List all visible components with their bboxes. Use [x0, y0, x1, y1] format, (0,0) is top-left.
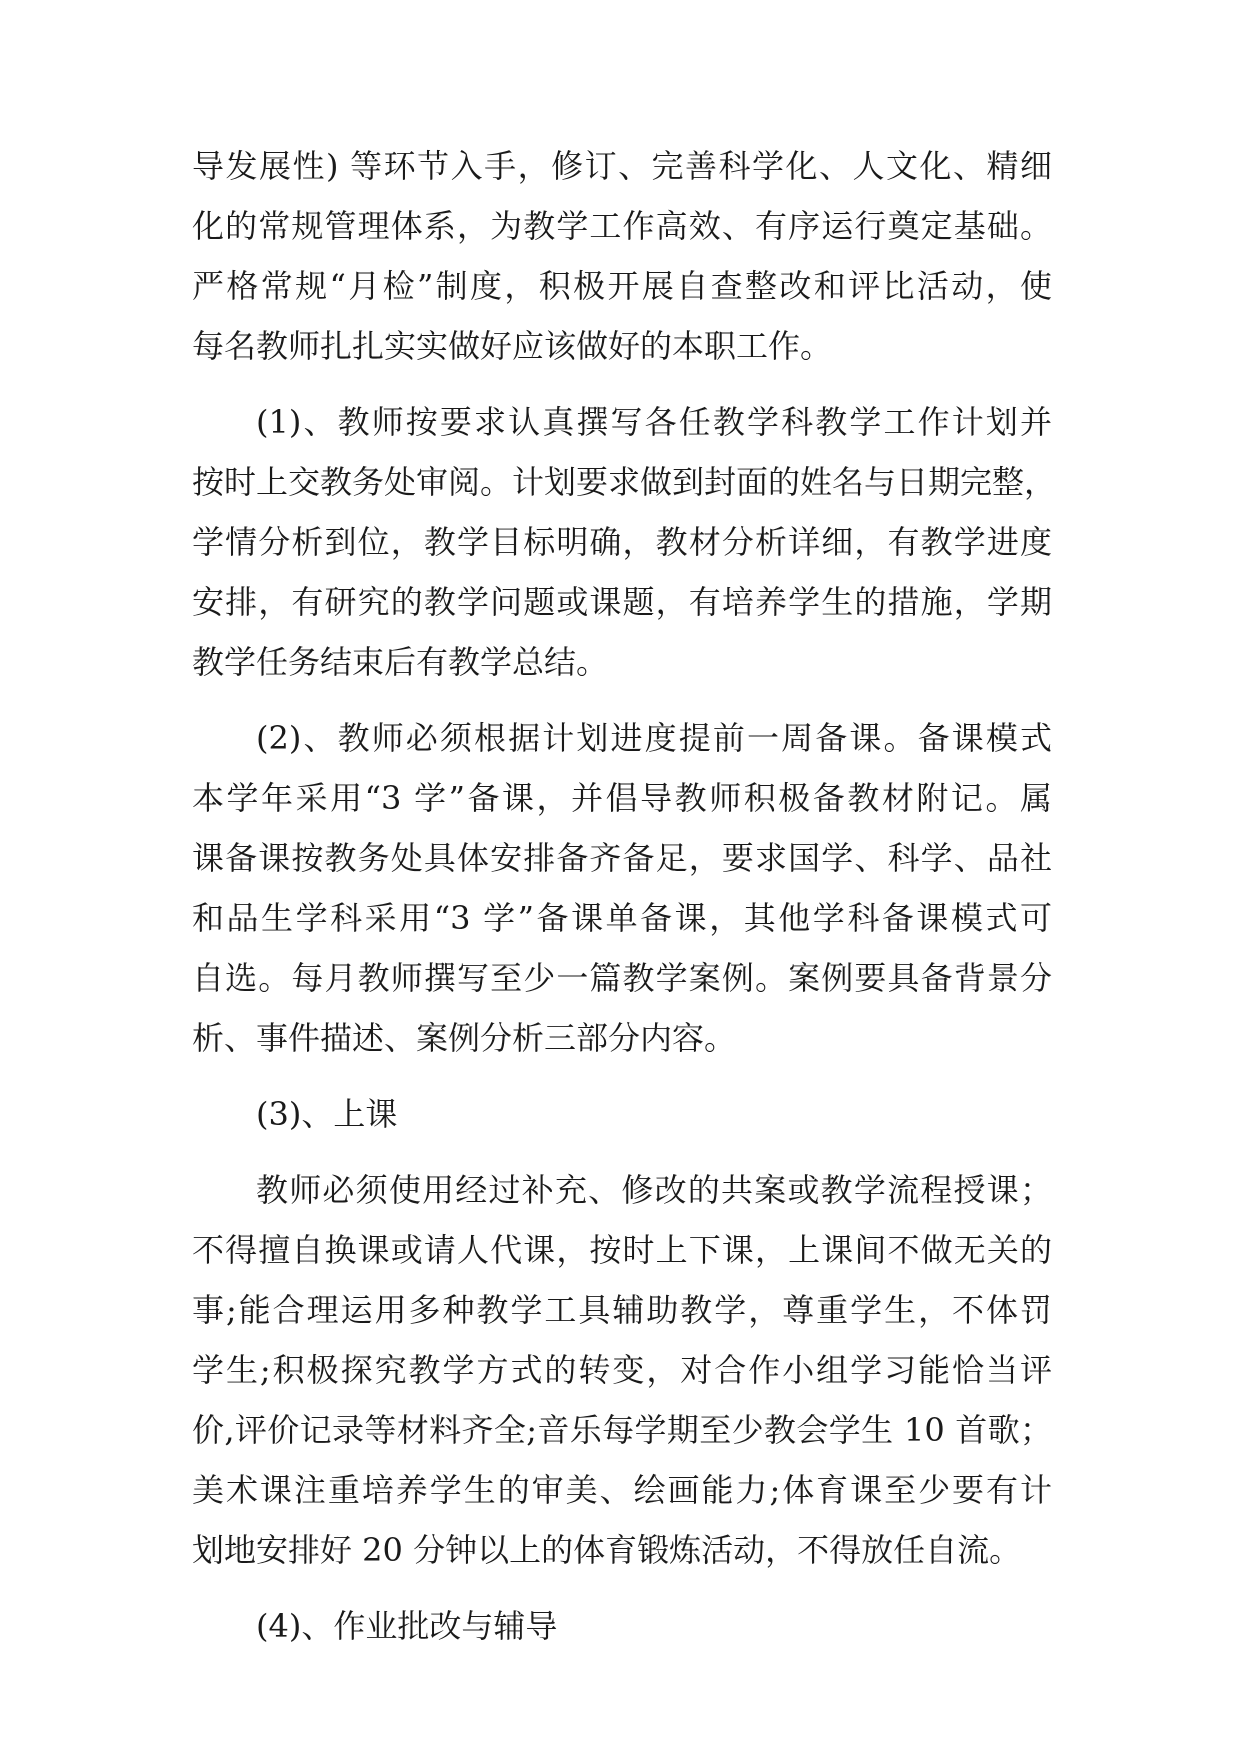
- text-line: 学情分析到位，教学目标明确，教材分析详细，有教学进度: [192, 523, 1052, 561]
- text-line: 学生;积极探究教学方式的转变，对合作小组学习能恰当评: [192, 1351, 1052, 1389]
- text-line: 价,评价记录等材料齐全;音乐每学期至少教会学生 10 首歌；: [192, 1411, 1052, 1449]
- text-line: 按时上交教务处审阅。计划要求做到封面的姓名与日期完整，: [192, 463, 1057, 501]
- paragraph-heading-2: (2)、教师必须根据计划进度提前一周备课。备课模式: [256, 719, 1052, 757]
- text-line: 事;能合理运用多种教学工具辅助教学，尊重学生，不体罚: [192, 1291, 1052, 1329]
- text-line: 不得擅自换课或请人代课，按时上下课，上课间不做无关的: [192, 1231, 1052, 1269]
- text-line: 教学任务结束后有教学总结。: [192, 643, 609, 681]
- text-line: 导发展性) 等环节入手，修订、完善科学化、人文化、精细: [192, 147, 1052, 185]
- text-line: 析、事件描述、案例分析三部分内容。: [192, 1019, 737, 1057]
- text-line: 自选。每月教师撰写至少一篇教学案例。案例要具备背景分: [192, 959, 1052, 997]
- text-line: 安排，有研究的教学问题或课题，有培养学生的措施，学期: [192, 583, 1052, 621]
- text-line: 本学年采用“3 学”备课，并倡导教师积极备教材附记。属: [192, 779, 1052, 817]
- text-line: 美术课注重培养学生的审美、绘画能力;体育课至少要有计: [192, 1471, 1052, 1509]
- text-line: 划地安排好 20 分钟以上的体育锻炼活动，不得放任自流。: [192, 1531, 1022, 1569]
- text-line: 教师必须使用经过补充、修改的共案或教学流程授课；: [256, 1171, 1052, 1209]
- text-line: 严格常规“月检”制度，积极开展自查整改和评比活动，使: [192, 267, 1052, 305]
- text-line: 化的常规管理体系，为教学工作高效、有序运行奠定基础。: [192, 207, 1052, 245]
- paragraph-heading-4: (4)、作业批改与辅导: [256, 1607, 558, 1645]
- paragraph-heading-1: (1)、教师按要求认真撰写各任教学科教学工作计划并: [256, 403, 1052, 441]
- text-line: 和品生学科采用“3 学”备课单备课，其他学科备课模式可: [192, 899, 1052, 937]
- paragraph-heading-3: (3)、上课: [256, 1095, 398, 1133]
- text-line: 课备课按教务处具体安排备齐备足，要求国学、科学、品社: [192, 839, 1052, 877]
- text-line: 每名教师扎扎实实做好应该做好的本职工作。: [192, 327, 833, 365]
